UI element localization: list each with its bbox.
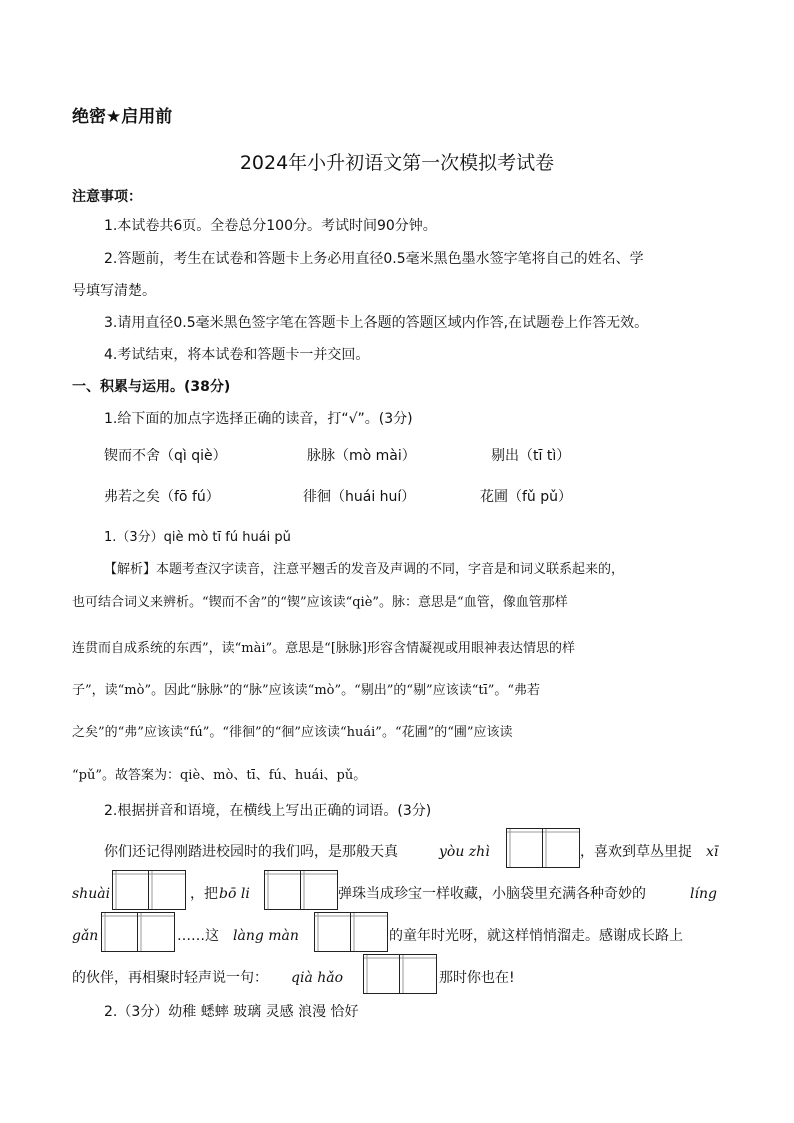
q2-text: 你们还记得刚踏进校园时的我们吗，是那般天真 [104, 844, 398, 860]
question-2-prompt: 2.根据拼音和语境，在横线上写出正确的词语。(3分) [104, 803, 432, 819]
answer-box-boli[interactable] [264, 870, 338, 910]
q2-text: ，喜欢到草丛里捉 [580, 844, 692, 860]
pinyin-hint: xī [706, 844, 719, 860]
q1-item: 脉脉（mò mài） [307, 448, 416, 464]
answer-box-qiahao[interactable] [363, 954, 437, 994]
notes-heading: 注意事项： [72, 189, 142, 205]
q2-text: ，把 [190, 886, 218, 902]
note-item: 3.请用直径0.5毫米黑色签字笔在答题卡上各题的答题区域内作答,在试题卷上作答无效。 [104, 315, 649, 331]
pinyin-hint: shuài [72, 886, 111, 902]
q1-item: 花圃（fǔ pǔ） [480, 489, 573, 505]
q1-item: 徘徊（huái huí） [303, 489, 416, 505]
analysis-line: 连贯而自成系统的东西”，读“mài”。意思是“[脉脉]形容含情凝视或用眼神表达情思的样 [72, 641, 575, 656]
analysis-line: 【解析】本题考查汉字读音，注意平翘舌的发音及声调的不同，字音是和词义联系起来的， [104, 562, 625, 577]
confidential-label: 绝密★启用前 [72, 107, 173, 127]
q1-answer: 1.（3分）qiè mò tī fú huái pǔ [104, 530, 291, 545]
analysis-line: “pǔ”。故答案为：qiè、mò、tī、fú、huái、pǔ。 [72, 768, 367, 783]
answer-box-youzhi[interactable] [506, 828, 580, 868]
q1-item: 锲而不舍（qì qiè） [104, 448, 227, 464]
answer-box-xishuai[interactable] [112, 870, 186, 910]
pinyin-hint: qià hǎo [291, 970, 344, 986]
pinyin-hint: líng [690, 886, 717, 902]
analysis-line: 之矣”的“弗”应该读“fú”。“徘徊”的“徊”应该读“huái”。“花圃”的“圃”应该读 [72, 725, 513, 740]
note-item: 号填写清楚。 [72, 283, 156, 299]
answer-box-linggan[interactable] [101, 912, 175, 952]
q1-item: 弗若之矣（fō fú） [104, 489, 220, 505]
q2-text: 那时你也在! [439, 970, 515, 986]
analysis-line: 也可结合词义来辨析。“锲而不舍”的“锲”应该读“qiè”。脉：意思是“血管，像血管那样 [72, 595, 568, 610]
pinyin-hint: bō li [219, 886, 250, 902]
answer-box-langman[interactable] [314, 912, 388, 952]
q2-text: ……这 [177, 928, 219, 944]
q2-text: 弹珠当成珍宝一样收藏，小脑袋里充满各种奇妙的 [338, 886, 646, 902]
q2-text: 的伙伴，再相聚时轻声说一句： [72, 970, 268, 986]
section-heading: 一、积累与运用。(38分) [72, 379, 231, 395]
pinyin-hint: làng màn [233, 928, 299, 944]
q1-item: 剔出（tī tì） [491, 448, 571, 464]
q2-text: 的童年时光呀，就这样悄悄溜走。感谢成长路上 [389, 928, 683, 944]
note-item: 1.本试卷共6页。全卷总分100分。考试时间90分钟。 [104, 218, 437, 234]
q2-answer: 2.（3分）幼稚 蟋蟀 玻璃 灵感 浪漫 恰好 [104, 1004, 359, 1020]
pinyin-hint: yòu zhì [439, 844, 490, 860]
note-item: 4.考试结束，将本试卷和答题卡一并交回。 [104, 347, 370, 363]
pinyin-hint: gǎn [72, 928, 99, 944]
page-title: 2024年小升初语文第一次模拟考试卷 [239, 152, 555, 174]
note-item: 2.答题前，考生在试卷和答题卡上务必用直径0.5毫米黑色墨水签字笔将自己的姓名、学 [104, 251, 644, 267]
question-1-prompt: 1.给下面的加点字选择正确的读音，打“√”。(3分) [104, 411, 413, 427]
analysis-line: 子”，读“mò”。因此“脉脉”的“脉”应该读“mò”。“剔出”的“剔”应该读“tī”。“弗若 [72, 683, 541, 698]
